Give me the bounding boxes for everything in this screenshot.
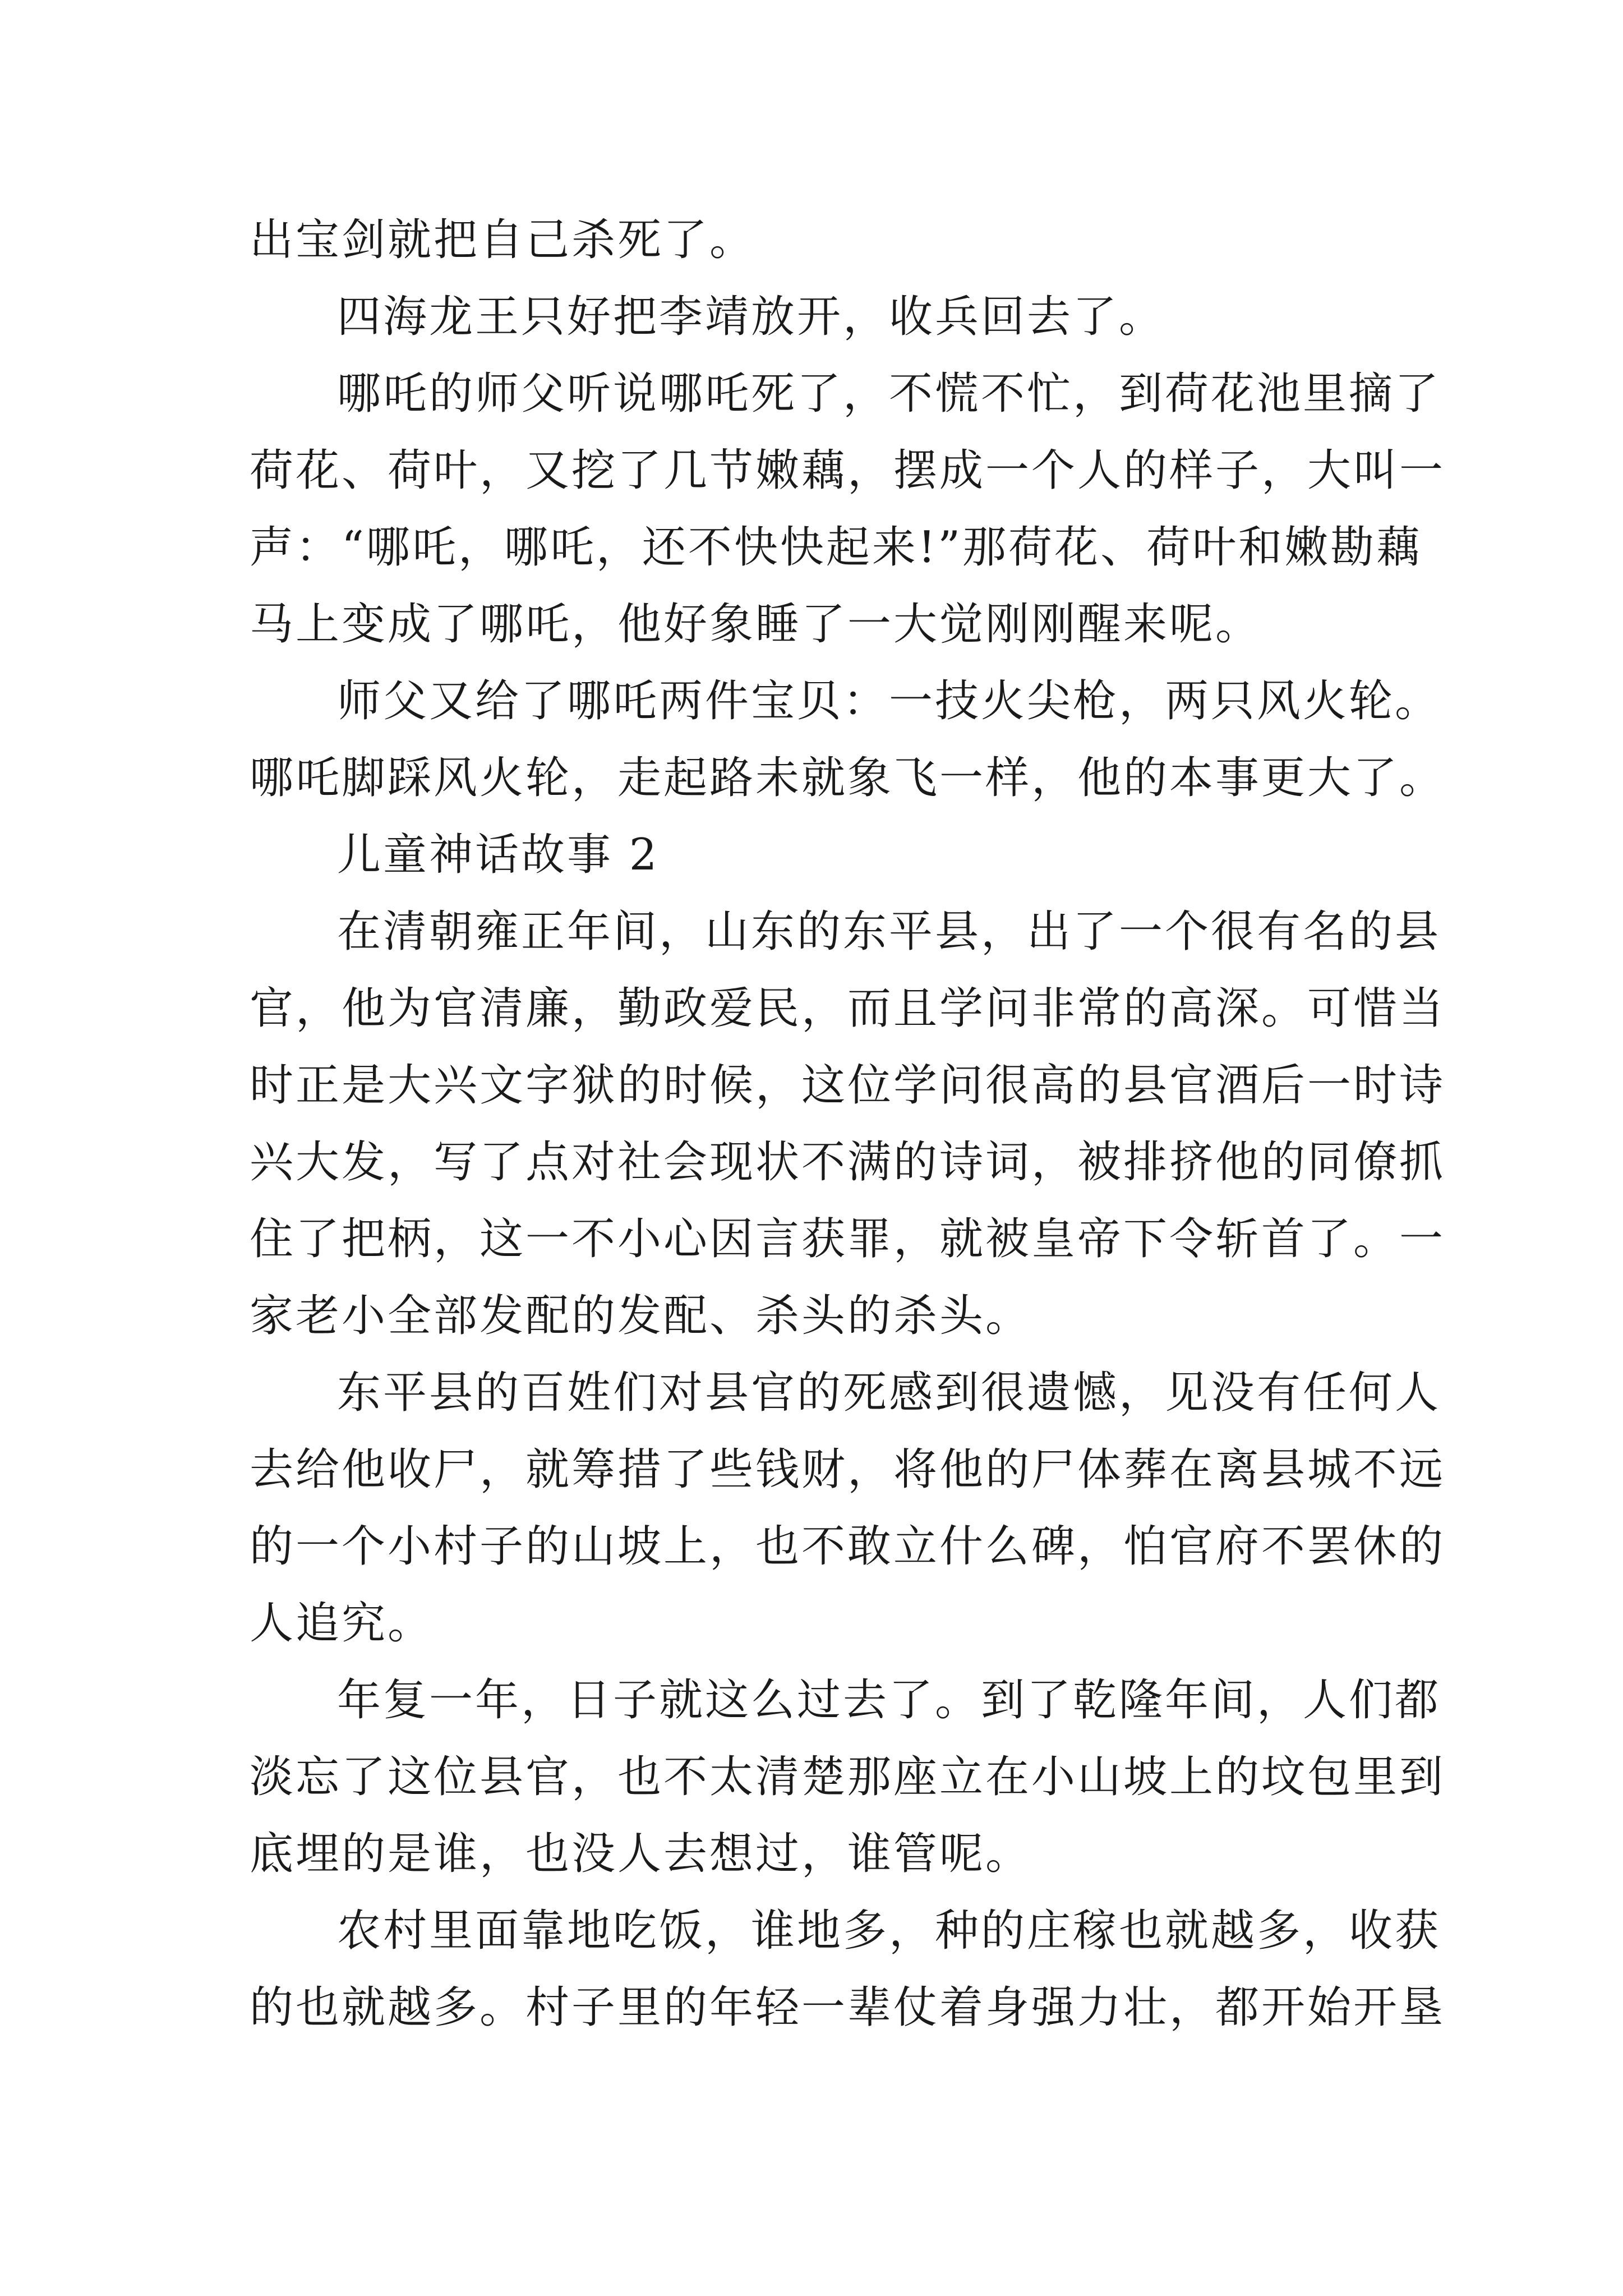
body-text (250, 202, 1446, 2046)
text-line: 家老小全部发配的发配、杀头的杀头。 (250, 1291, 1032, 1341)
text-line: 住了把柄，这一不小心因言获罪，就被皇帝下令斩首了。一 (250, 1214, 1446, 1264)
text-line: 底埋的是谁，也没人去想过，谁管呢。 (250, 1829, 1032, 1879)
text-line: 东平县的百姓们对县官的死感到很遗憾，见没有任何人 (337, 1368, 1441, 1418)
text-line: 儿童神话故事 2 (337, 830, 660, 880)
text-line: 在清朝雍正年间，山东的东平县，出了一个很有名的县 (337, 907, 1441, 957)
text-line: 哪吒的师父听说哪吒死了，不慌不忙，到荷花池里摘了 (337, 369, 1441, 419)
text-line: 官，他为官清廉，勤政爱民，而且学问非常的高深。可惜当 (250, 983, 1446, 1034)
text-line: 马上变成了哪吒，他好象睡了一大觉刚刚醒来呢。 (250, 599, 1262, 650)
text-line: 时正是大兴文字狱的时候，这位学问很高的县官酒后一时诗 (250, 1060, 1446, 1111)
text-line: 的一个小村子的山坡上，也不敢立什么碑，怕官府不罢休的 (250, 1521, 1446, 1572)
text-line: 淡忘了这位县官，也不太清楚那座立在小山坡上的坟包里到 (250, 1752, 1446, 1802)
text-line: 出宝剑就把自己杀死了。 (250, 215, 756, 265)
text-line: 师父又给了哪吒两件宝贝：一技火尖枪，两只风火轮。 (337, 676, 1441, 726)
text-line: 荷花、荷叶，又挖了几节嫩藕，摆成一个人的样子，大叫一 (250, 445, 1446, 496)
text-line: 农村里面靠地吃饭，谁地多，种的庄稼也就越多，收获 (337, 1906, 1441, 1956)
text-line: 声：“哪吒，哪吒，还不快快起来!”那荷花、荷叶和嫩勘藕 (250, 522, 1423, 573)
text-line: 去给他收尸，就筹措了些钱财，将他的尸体葬在离县城不远 (250, 1444, 1446, 1495)
text-line: 兴大发，写了点对社会现状不满的诗词，被排挤他的同僚抓 (250, 1137, 1446, 1188)
text-line: 哪吒脚踩风火轮，走起路未就象飞一样，他的本事更大了。 (250, 753, 1446, 803)
text-line: 四海龙王只好把李靖放开，收兵回去了。 (337, 292, 1165, 342)
text-line: 的也就越多。村子里的年轻一辈仗着身强力壮，都开始开垦 (250, 1982, 1446, 2033)
text-line: 年复一年，日子就这么过去了。到了乾隆年间，人们都 (337, 1675, 1441, 1726)
text-line: 人追究。 (250, 1598, 434, 1649)
